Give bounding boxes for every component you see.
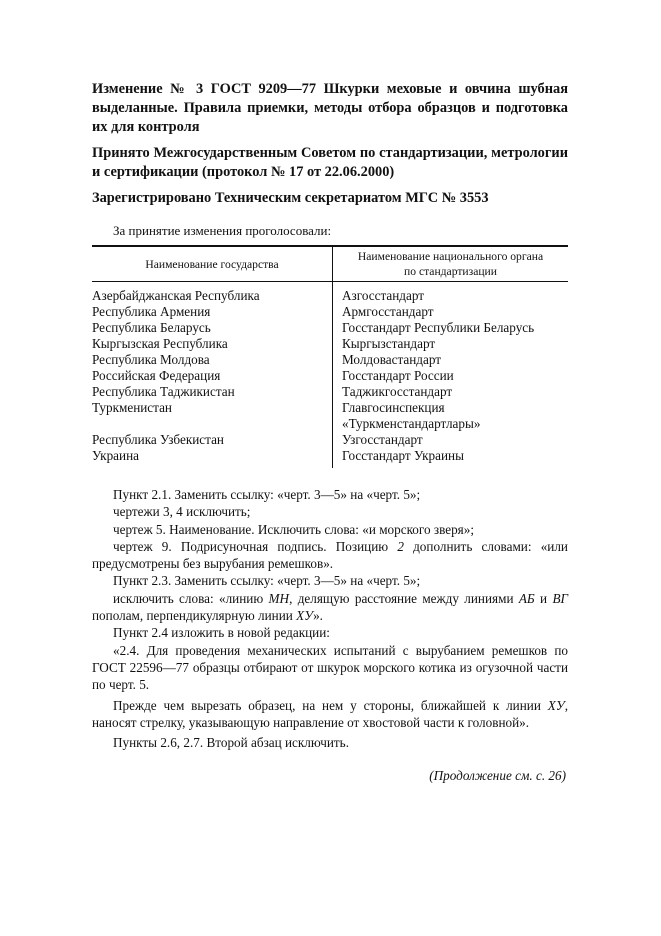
state-cell: Российская Федерация	[92, 368, 333, 384]
paragraph: чертеж 5. Наименование. Исключить слова: «и морского зверя»;	[113, 521, 475, 537]
italic-run: ВГ	[552, 590, 568, 606]
italic-run: МН	[268, 590, 290, 606]
column-header-body-text: Наименование национального органа по стандартизации	[357, 250, 544, 278]
body-cell: Кыргызстандарт	[342, 336, 436, 351]
paragraph: Пункт 2.4 изложить в новой редакции:	[113, 625, 330, 641]
state-cell: Республика Таджикистан	[92, 384, 333, 400]
italic-run: 2	[397, 538, 404, 554]
body-cell: Главгосинспекция «Туркменстандартлары»	[342, 400, 481, 431]
table-row	[92, 400, 568, 432]
continuation-note: (Продолжение см. с. 26)	[429, 768, 566, 784]
state-cell: Республика Молдова	[92, 352, 333, 368]
column-header-state: Наименование государства	[92, 246, 333, 282]
paragraph: чертежи 3, 4 исключить;	[113, 504, 251, 520]
text-run: , делящую расстояние между линиями	[289, 590, 519, 606]
text-run: , наносят стрелку, указывающую направление от хвостовой части к головной».	[92, 697, 568, 730]
table-header-row	[92, 246, 568, 282]
text-run: пополам, перпендикулярную линии	[92, 608, 297, 624]
column-header-body	[333, 246, 569, 282]
state-cell: Туркменистан	[92, 400, 333, 432]
text-run: чертеж 9. Подрисуночная подпись. Позицию	[113, 538, 398, 554]
text-run: исключить слова: «линию	[113, 590, 269, 606]
paragraph	[92, 697, 568, 732]
body-cell: Азгосстандарт	[342, 288, 425, 303]
body-cell: Узгосстандарт	[342, 432, 423, 447]
italic-run: АБ	[518, 590, 535, 606]
state-cell: Республика Беларусь	[92, 320, 333, 336]
table-row	[92, 432, 568, 448]
state-cell: Республика Армения	[92, 304, 333, 320]
state-cell: Украина	[92, 448, 333, 468]
table-row	[92, 368, 568, 384]
vote-table	[92, 245, 568, 468]
paragraph	[92, 538, 568, 573]
text-run: и	[534, 590, 553, 606]
adoption-note: Принято Межгосударственным Советом по стандартизации, метрологии и сертификации (протокол № 17 от 22.06.2000)	[92, 145, 568, 180]
body-cell: Таджикгосстандарт	[342, 384, 453, 399]
state-cell: Республика Узбекистан	[92, 432, 333, 448]
text-run: дополнить словами: «или предусмотрены без вырубания ремешков».	[92, 538, 568, 572]
paragraph: Пункты 2.6, 2.7. Второй абзац исключить.	[113, 735, 349, 751]
body-cell: Госстандарт Республики Беларусь	[342, 320, 535, 335]
body-cell: Армгосстандарт	[342, 304, 434, 319]
text-run: Прежде чем вырезать образец, на нем у стороны, ближайшей к линии	[113, 697, 548, 713]
amendment-body	[92, 486, 568, 751]
body-cell: Молдовастандарт	[342, 352, 442, 367]
table-row	[92, 448, 568, 468]
paragraph: Пункт 2.1. Заменить ссылку: «черт. 3—5» на «черт. 5»;	[113, 487, 421, 502]
vote-intro: За принятие изменения проголосовали:	[113, 223, 332, 238]
body-cell: Госстандарт Украины	[342, 448, 464, 463]
body-cell: Госстандарт России	[342, 368, 454, 383]
table-row	[92, 384, 568, 400]
paragraph	[92, 590, 568, 625]
state-cell: Азербайджанская Республика	[92, 282, 333, 305]
italic-run: ХУ	[296, 608, 314, 624]
text-run: ».	[313, 608, 323, 624]
document-page	[92, 80, 568, 784]
table-row	[92, 352, 568, 368]
italic-run: ХУ	[547, 697, 565, 713]
table-row	[92, 336, 568, 352]
registration-note: Зарегистрировано Техническим секретариатом МГС № 3553	[92, 190, 489, 206]
paragraph: Пункт 2.3. Заменить ссылку: «черт. 3—5» на «черт. 5»;	[113, 573, 421, 589]
paragraph: «2.4. Для проведения механических испытаний с вырубанием ремешков по ГОСТ 22596—77 образцы отбирают от шкурок морского котика из огузочной части по черт. 5.	[92, 642, 568, 693]
state-cell: Кыргызская Республика	[92, 336, 333, 352]
table-row	[92, 320, 568, 336]
table-row	[92, 282, 568, 305]
table-row	[92, 304, 568, 320]
amendment-title: Изменение № 3 ГОСТ 9209—77 Шкурки меховые и овчина шубная выделанные. Правила приемки, методы отбора образцов и подготовка их для контроля	[92, 81, 568, 135]
